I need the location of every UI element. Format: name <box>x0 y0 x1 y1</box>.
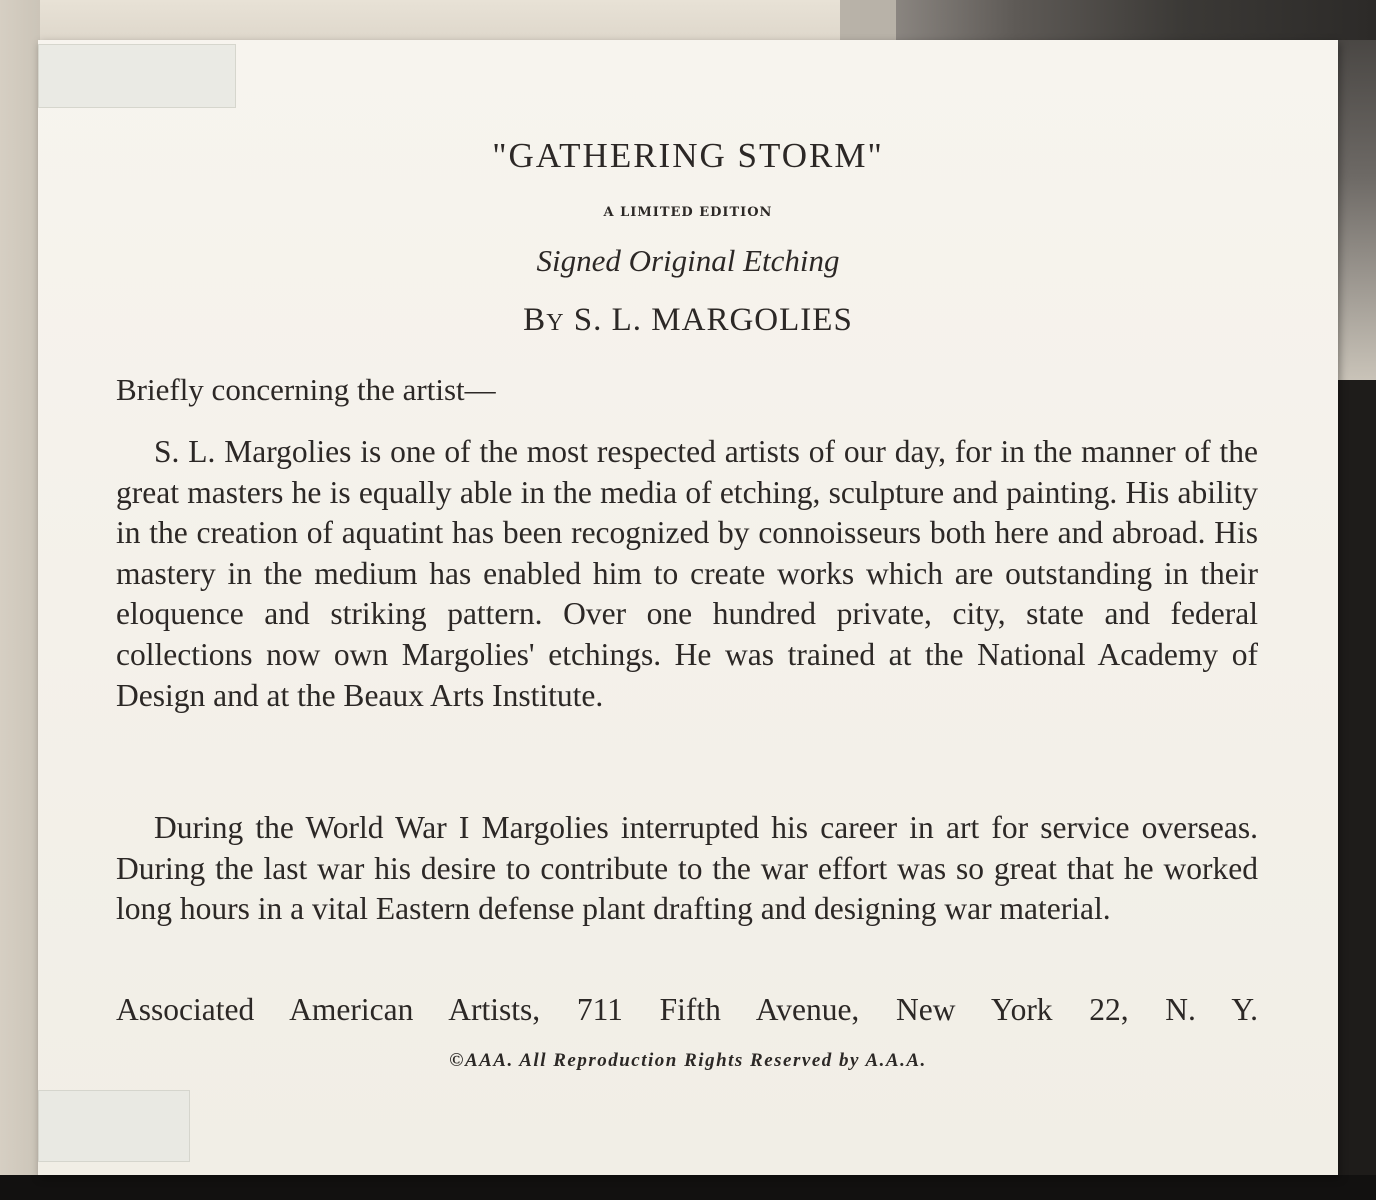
artist-bio-paragraph: S. L. Margolies is one of the most respected artists of our day, for in the manner of the great masters he is equally able in the media of etching, sculpture and painting. His ability in the creation of aquatint has been recognized by connoisseurs both here and abroad. His mastery in the medium has enabled him to create works which are outstanding in their eloquence and striking pattern. Over one hundred private, city, state and federal collections now own Margolies' etchings. He was trained at the National Academy of Design and at the Beaux Arts Institute. <box>116 434 1258 713</box>
card-title: "GATHERING STORM" <box>492 136 884 175</box>
byline-prefix-small: Y <box>546 310 565 336</box>
artist-byline <box>38 302 1338 339</box>
copyright-notice: ©AAA. All Reproduction Rights Reserved by A.A.A. <box>449 1050 927 1071</box>
edition-label: A LIMITED EDITION <box>603 205 773 220</box>
background-sheet-fold <box>840 0 900 45</box>
etching-description: Signed Original Etching <box>536 243 840 278</box>
tape-strip-bottom <box>38 1090 190 1162</box>
tape-strip-top <box>38 44 236 108</box>
byline-artist-name: S. L. MARGOLIES <box>564 302 853 338</box>
intro-heading: Briefly concerning the artist— <box>116 372 496 407</box>
info-card <box>38 40 1338 1175</box>
publisher-address: Associated American Artists, 711 Fifth Avenue, New York 22, N. Y. <box>116 992 1258 1027</box>
byline-prefix: B <box>523 302 547 338</box>
background-sheet <box>0 0 850 45</box>
background-sheet-edge <box>0 0 40 1200</box>
war-service-paragraph: During the World War I Margolies interrupted his career in art for service overseas. During the last war his desire to contribute to the war effort was so great that he worked long hours in a vital Eastern defense plant drafting and designing war material. <box>116 810 1258 927</box>
bottom-shadow <box>0 1175 1376 1200</box>
